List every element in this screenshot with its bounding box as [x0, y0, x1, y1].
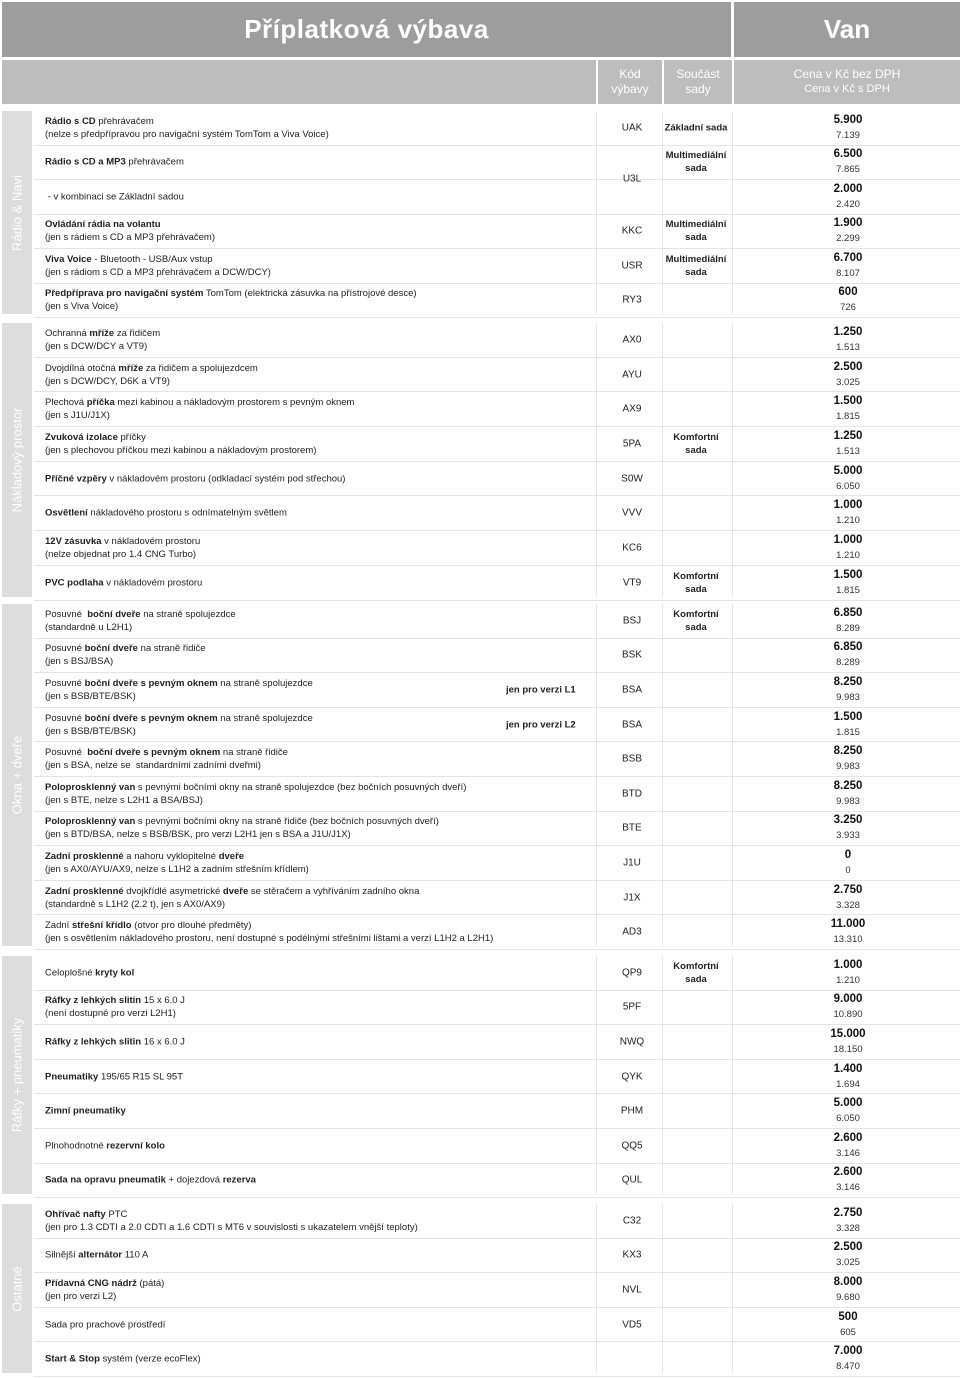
- column-header: [0, 60, 960, 104]
- row-price: [800, 464, 896, 494]
- table-row: [34, 497, 960, 532]
- row-set: Komfortní sada: [673, 570, 719, 595]
- price-vat: 3.146: [836, 1182, 860, 1194]
- row-code: C32: [622, 1215, 642, 1227]
- table-row: [34, 639, 960, 674]
- row-price: [800, 1062, 896, 1092]
- price-net: 5.900: [833, 113, 863, 126]
- table-row: [34, 881, 960, 916]
- price-vat: 8.289: [836, 622, 860, 634]
- row-code: U3L: [622, 173, 642, 185]
- row-code: BSK: [621, 649, 642, 661]
- row-price: [800, 429, 896, 459]
- row-price: [800, 216, 896, 246]
- price-vat: 8.470: [836, 1361, 860, 1373]
- col-price-header: [734, 60, 960, 104]
- row-code: BSA: [621, 684, 642, 696]
- row-code: QQ5: [621, 1140, 643, 1152]
- price-net: 6.500: [833, 148, 863, 161]
- col-set-header: [664, 60, 732, 104]
- row-description: Sada pro prachové prostředí: [45, 1319, 166, 1331]
- table-row: [34, 1204, 960, 1239]
- price-net: 0: [844, 848, 852, 861]
- row-price: [800, 182, 896, 212]
- table-row: [34, 991, 960, 1026]
- price-net: 8.250: [833, 675, 863, 688]
- price-net: 5.000: [833, 464, 863, 477]
- row-price: [800, 958, 896, 988]
- price-vat: 1.815: [836, 411, 860, 423]
- header-blank: [2, 60, 596, 104]
- row-description: Přídavná CNG nádrž (pátá) (jen pro verzi L2): [45, 1277, 165, 1302]
- row-code: J1U: [623, 857, 641, 869]
- table-row: [34, 1273, 960, 1308]
- price-vat: 0: [845, 864, 851, 876]
- row-description: Rádio s CD přehrávačem (nelze s předpřípravou pro navigační systém TomTom a Viva Voice): [45, 115, 329, 140]
- table-row: [34, 566, 960, 601]
- price-net: 1.000: [833, 534, 863, 547]
- row-price: [800, 710, 896, 740]
- row-description: Posuvné boční dveře s pevným oknem na straně spolujezdce (jen s BSB/BTE/BSK): [45, 677, 313, 702]
- row-description: Ráfky z lehkých slitin 15 x 6.0 J (není dostupné pro verzi L2H1): [45, 995, 185, 1020]
- row-price: [800, 568, 896, 598]
- price-vat: 3.025: [836, 376, 860, 388]
- price-net: 600: [838, 286, 858, 299]
- col-price-label: Cena v Kč bez DPH: [793, 67, 901, 81]
- row-description: Viva Voice - Bluetooth - USB/Aux vstup (jen s rádiom s CD a MP3 přehrávačem a DCW/DCY): [45, 253, 271, 278]
- table-row: [34, 1342, 960, 1377]
- price-net: 1.900: [833, 217, 863, 230]
- price-net: 8.000: [833, 1275, 863, 1288]
- row-description: Předpříprava pro navigační systém TomTom (elektrická zásuvka na přístrojové desce) (jen s Viva Voice): [45, 288, 417, 313]
- row-description: Posuvné boční dveře na straně řidiče (jen s BSJ/BSA): [45, 643, 206, 668]
- row-price: [800, 1096, 896, 1126]
- price-net: 2.500: [833, 360, 863, 373]
- price-net: 1.000: [833, 499, 863, 512]
- row-code: QUL: [621, 1174, 643, 1186]
- row-code: VVV: [621, 507, 642, 519]
- price-net: 1.500: [833, 568, 863, 581]
- table-row: [34, 111, 960, 146]
- price-vat: 1.210: [836, 550, 860, 562]
- table-row: [34, 323, 960, 358]
- price-vat: 3.328: [836, 899, 860, 911]
- price-net: 11.000: [830, 918, 866, 931]
- price-net: 2.500: [833, 1241, 863, 1254]
- row-code: USR: [621, 260, 643, 272]
- row-price: [800, 251, 896, 281]
- row-price: [800, 1165, 896, 1195]
- table-row: [34, 284, 960, 319]
- price-vat: 7.139: [836, 129, 860, 141]
- row-description: Start & Stop systém (verze ecoFlex): [45, 1353, 201, 1365]
- row-price: [800, 1275, 896, 1305]
- col-code-header: [598, 60, 662, 104]
- row-code: UAK: [621, 122, 643, 134]
- row-code: KC6: [622, 542, 642, 554]
- row-price: [800, 325, 896, 355]
- price-vat: 605: [840, 1326, 856, 1338]
- col-set-label-1: Součást: [676, 67, 720, 81]
- row-set: Komfortní sada: [673, 608, 719, 633]
- price-net: 2.600: [833, 1166, 863, 1179]
- row-description: Pneumatiky 195/65 R15 SL 95T: [45, 1071, 184, 1083]
- row-description: Příčné vzpěry v nákladovém prostoru (odkladací systém pod střechou): [45, 473, 346, 485]
- row-price: [800, 147, 896, 177]
- row-price: [800, 1206, 896, 1236]
- price-vat: 9.680: [836, 1291, 860, 1303]
- table-row: [34, 358, 960, 393]
- price-vat: 9.983: [836, 691, 860, 703]
- table-row: [34, 846, 960, 881]
- row-description: Celoplošné kryty kol: [45, 967, 135, 979]
- row-price: [800, 640, 896, 670]
- row-description: Ráfky z lehkých slitin 16 x 6.0 J: [45, 1036, 185, 1048]
- row-description: Osvětlení nákladového prostoru s odnímatelným světlem: [45, 507, 287, 519]
- row-price: [800, 1027, 896, 1057]
- row-description: Zimní pneumatiky: [45, 1105, 126, 1117]
- row-description: - v kombinaci se Základní sadou: [45, 191, 184, 203]
- price-net: 6.700: [833, 251, 863, 264]
- row-description: Dvojdílná otočná mříže za řidičem a spolujezdcem (jen s DCW/DCY, D6K a VT9): [45, 362, 258, 387]
- price-net: 1.000: [833, 958, 863, 971]
- price-net: 2.750: [833, 883, 863, 896]
- row-code: AX9: [622, 403, 642, 415]
- section-label-text: Okna + dveře: [9, 735, 25, 815]
- price-vat: 1.815: [836, 584, 860, 596]
- section-label-text: Ostatné: [9, 1265, 25, 1312]
- table-row: [34, 531, 960, 566]
- row-description: Zadní prosklenné a nahoru vyklopitelné dveře (jen s AX0/AYU/AX9, nelze s L1H2 a zadním střešním křídlem): [45, 850, 309, 875]
- row-description: Plnohodnotné rezervní kolo: [45, 1140, 165, 1152]
- price-net: 2.750: [833, 1206, 863, 1219]
- table-row: [34, 956, 960, 991]
- model-title: Van: [734, 2, 960, 57]
- row-code: NWQ: [619, 1036, 645, 1048]
- price-vat: 726: [840, 302, 856, 314]
- col-code-label-2: výbavy: [611, 82, 649, 96]
- table-row: [34, 427, 960, 462]
- row-description: Poloprosklenný van s pevnými bočními okny na straně řidiče (bez bočních posuvných dveří) (jen s BTD/BSA, nelze s BSB/BSK, pro verzi L2H1 jen s BSA a J1U/J1X): [45, 816, 439, 841]
- section-label: [2, 111, 32, 314]
- table-row: [34, 777, 960, 812]
- section-label: [2, 323, 32, 597]
- price-vat: 1.210: [836, 515, 860, 527]
- price-vat: 6.050: [836, 480, 860, 492]
- row-description: Zvuková izolace příčky (jen s plechovou příčkou mezi kabinou a nákladovým prostorem): [45, 431, 317, 456]
- row-note: jen pro verzi L2: [506, 719, 576, 731]
- table-row: [34, 146, 960, 185]
- row-description: Posuvné boční dveře s pevným oknem na straně řidiče (jen s BSA, nelze se standardními zadními dveřmi): [45, 747, 288, 772]
- table-row: [34, 1239, 960, 1274]
- row-code: VT9: [622, 577, 642, 589]
- row-code: BSA: [621, 719, 642, 731]
- price-vat: 6.050: [836, 1113, 860, 1125]
- row-description: Ovládání rádia na volantu (jen s rádiem s CD a MP3 přehrávačem): [45, 219, 215, 244]
- price-net: 1.500: [833, 710, 863, 723]
- row-description: Sada na opravu pneumatik + dojezdová rezerva: [45, 1174, 256, 1186]
- row-set: Multimediální sada: [665, 253, 727, 278]
- row-code: BSJ: [622, 615, 642, 627]
- row-description: Posuvné boční dveře s pevným oknem na straně spolujezdce (jen s BSB/BTE/BSK): [45, 712, 313, 737]
- price-vat: 2.420: [836, 198, 860, 210]
- price-net: 6.850: [833, 606, 863, 619]
- table-row: [34, 1060, 960, 1095]
- price-vat: 8.107: [836, 267, 860, 279]
- row-price: [800, 883, 896, 913]
- price-net: 3.250: [833, 814, 863, 827]
- row-note: jen pro verzi L1: [506, 684, 576, 696]
- price-vat: 1.210: [836, 974, 860, 986]
- row-code: RY3: [622, 294, 642, 306]
- row-code: BSB: [621, 753, 642, 765]
- row-price: [800, 360, 896, 390]
- row-code: AD3: [622, 926, 642, 938]
- table-row: [34, 708, 960, 743]
- price-net: 2.000: [833, 182, 863, 195]
- row-price: [800, 917, 896, 947]
- row-description: Ohřívač nafty PTC (jen pro 1.3 CDTI a 2.0 CDTI a 1.6 CDTI s MT6 v souvislosti s ukazatelem vnější teploty): [45, 1208, 418, 1233]
- row-price: [800, 1310, 896, 1340]
- price-net: 500: [838, 1310, 858, 1323]
- row-code: KX3: [622, 1249, 642, 1261]
- table-row: [34, 249, 960, 284]
- section-label-text: Rádio & Navi: [9, 174, 25, 251]
- row-description: Posuvné boční dveře na straně spolujezdce (standardně u L2H1): [45, 608, 236, 633]
- price-vat: 18.150: [833, 1043, 863, 1055]
- row-code: KKC: [621, 225, 643, 237]
- table-row: [34, 462, 960, 497]
- price-net: 15.000: [830, 1027, 866, 1040]
- row-description: Plechová příčka mezi kabinou a nákladovým prostorem s pevným oknem (jen s J1U/J1X): [45, 397, 355, 422]
- price-net: 1.400: [833, 1062, 863, 1075]
- row-price: [800, 533, 896, 563]
- row-price: [800, 498, 896, 528]
- table-row: [34, 673, 960, 708]
- table-row: [34, 180, 960, 215]
- price-net: 1.250: [833, 429, 863, 442]
- table-row: [34, 812, 960, 847]
- table-row: [34, 1129, 960, 1164]
- row-price: [800, 779, 896, 809]
- col-price-vat-label: Cena v Kč s DPH: [804, 83, 890, 95]
- row-code: BTD: [622, 788, 642, 800]
- row-description: Poloprosklenný van s pevnými bočními okny na straně spolujezdce (bez bočních posuvných dveří) (jen s BTE, nelze s L2H1 a BSA/BSJ): [45, 781, 467, 806]
- price-net: 8.250: [833, 745, 863, 758]
- row-set: Komfortní sada: [673, 960, 719, 985]
- row-description: Silnější alternátor 110 A: [45, 1249, 149, 1261]
- title-bar: [0, 0, 960, 58]
- price-net: 1.250: [833, 325, 863, 338]
- price-net: 8.250: [833, 779, 863, 792]
- col-code-label-1: Kód: [619, 67, 641, 81]
- price-net: 1.500: [833, 395, 863, 408]
- row-description: Ochranná mříže za řidičem (jen s DCW/DCY a VT9): [45, 327, 161, 352]
- row-price: [800, 1240, 896, 1270]
- row-price: [800, 113, 896, 143]
- row-price: [800, 744, 896, 774]
- table-row: [34, 215, 960, 250]
- row-code: 5PA: [622, 438, 642, 450]
- row-price: [800, 394, 896, 424]
- row-price: [800, 675, 896, 705]
- row-code: 5PF: [622, 1001, 642, 1013]
- row-code: AYU: [622, 369, 642, 381]
- section-label: [2, 1204, 32, 1373]
- row-code: PHM: [620, 1105, 644, 1117]
- row-price: [800, 848, 896, 878]
- row-set: Multimediální sada: [665, 150, 727, 175]
- row-code: AX0: [622, 334, 642, 346]
- row-price: [800, 1344, 896, 1374]
- price-vat: 3.328: [836, 1222, 860, 1234]
- table-row: [34, 604, 960, 639]
- section-label: [2, 956, 32, 1194]
- row-code: QP9: [621, 967, 642, 979]
- table-row: [34, 1094, 960, 1129]
- row-price: [800, 992, 896, 1022]
- row-code: NVL: [622, 1284, 642, 1296]
- section-label: [2, 604, 32, 946]
- price-vat: 1.815: [836, 726, 860, 738]
- price-vat: 8.289: [836, 657, 860, 669]
- row-price: [800, 606, 896, 636]
- row-code: BTE: [622, 822, 642, 834]
- page-title: Příplatková výbava: [2, 2, 731, 57]
- row-price: [800, 285, 896, 315]
- row-code: QYK: [621, 1071, 643, 1083]
- col-set-label-2: sady: [685, 82, 711, 96]
- table-row: [34, 742, 960, 777]
- row-description: 12V zásuvka v nákladovém prostoru (nelze objednat pro 1.4 CNG Turbo): [45, 536, 201, 561]
- price-vat: 13.310: [833, 934, 863, 946]
- row-code: S0W: [621, 473, 643, 485]
- price-vat: 9.983: [836, 761, 860, 773]
- row-code: VD5: [622, 1319, 642, 1331]
- table-row: [34, 915, 960, 950]
- table-row: [34, 1164, 960, 1199]
- row-description: Zadní prosklenné dvojkřídlé asymetrické dveře se stěračem a vyhříváním zadního okna (standardně s L1H2 (2.2 t), jen s AX0/AX9): [45, 885, 420, 910]
- table-row: [34, 392, 960, 427]
- price-vat: 3.933: [836, 830, 860, 842]
- price-vat: 1.694: [836, 1078, 860, 1090]
- row-set: Základní sada: [664, 122, 728, 134]
- section-label-text: Nákladový prostor: [9, 407, 25, 513]
- price-net: 2.600: [833, 1131, 863, 1144]
- row-set: Komfortní sada: [673, 431, 719, 456]
- table-row: [34, 1308, 960, 1343]
- row-price: [800, 813, 896, 843]
- section-label-text: Ráfky + pneumatiky: [9, 1017, 25, 1133]
- price-vat: 1.513: [836, 445, 860, 457]
- price-vat: 3.146: [836, 1147, 860, 1159]
- price-vat: 2.299: [836, 233, 860, 245]
- table-row: [34, 1025, 960, 1060]
- row-price: [800, 1131, 896, 1161]
- price-net: 7.000: [833, 1345, 863, 1358]
- row-code: J1X: [623, 892, 641, 904]
- price-vat: 9.983: [836, 795, 860, 807]
- price-net: 6.850: [833, 641, 863, 654]
- row-set: Multimediální sada: [665, 219, 727, 244]
- price-vat: 1.513: [836, 341, 860, 353]
- row-description: Rádio s CD a MP3 přehrávačem: [45, 156, 184, 168]
- row-description: Zadní střešní křídlo (otvor pro dlouhé předměty) (jen s osvětlením nákladového prostoru, není dostupné s podélnými střešními lištami a verzí L1H2 a L2H1): [45, 920, 494, 945]
- price-net: 9.000: [833, 993, 863, 1006]
- row-description: PVC podlaha v nákladovém prostoru: [45, 577, 203, 589]
- price-vat: 10.890: [833, 1009, 863, 1021]
- price-vat: 3.025: [836, 1257, 860, 1269]
- price-vat: 7.865: [836, 164, 860, 176]
- price-net: 5.000: [833, 1097, 863, 1110]
